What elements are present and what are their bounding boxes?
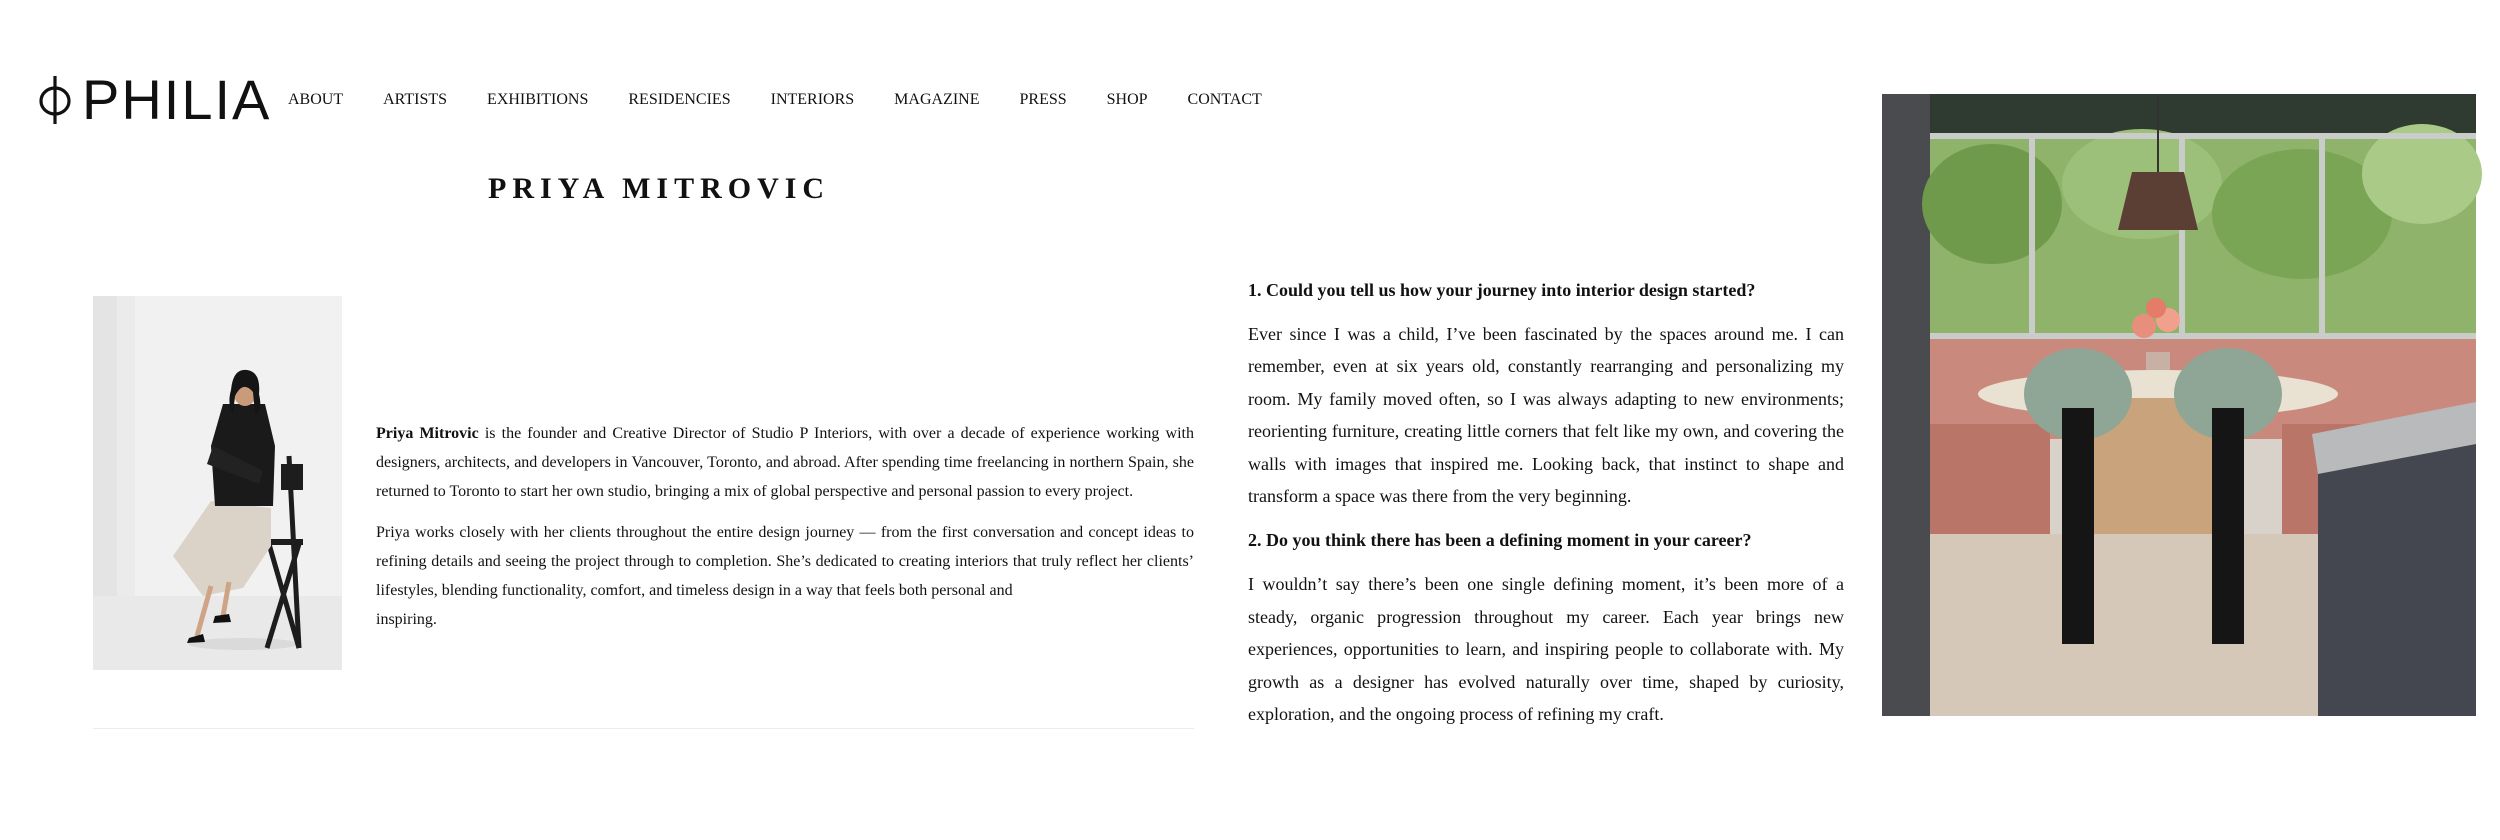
bio-name: Priya Mitrovic [376, 425, 479, 442]
bio-text: is the founder and Creative Director of Studio P Interiors, with over a decade of experience working with designers, architects, and developers in Vancouver, Toronto, and abroad. After spending time freelancing in northern Spain, she returned to Toronto to start her own studio, bringing a mix of global perspective and personal passion to every project. [376, 425, 1194, 500]
bio-text: Priya works closely with her clients throughout the entire design journey — from the first conversation and concept ideas to refining details and seeing the project through to completion. She’s dedicated to creating interiors that truly reflect her clients’ lifestyles, blending functionality, comfort, and timeless design in a way that feels both personal and [376, 524, 1194, 599]
nav-press[interactable]: PRESS [1019, 91, 1067, 108]
portrait-photo [93, 296, 342, 670]
bio-paragraph [376, 518, 1194, 634]
bio-text-end: inspiring. [376, 611, 437, 628]
nav-shop[interactable]: SHOP [1106, 91, 1148, 108]
interior-photo [1882, 94, 2476, 716]
logo-text: PHILIA [82, 68, 272, 131]
nav-residencies[interactable]: RESIDENCIES [628, 91, 731, 108]
bio-section [376, 419, 1194, 634]
answer-1: Ever since I was a child, I’ve been fascinated by the spaces around me. I can remember, even at six years old, constantly rearranging and personalizing my room. My family moved often, so I was always adapting to new environments; reorienting furniture, creating little corners that felt like my own, and covering the walls with images that inspired me. Looking back, that instinct to shape and transform a space was there from the very beginning. [1248, 324, 1844, 507]
answer-2: I wouldn’t say there’s been one single defining moment, it’s been more of a steady, organic progression throughout my career. Each year brings new experiences, opportunities to learn, and inspiring people to collaborate with. My growth as a designer has evolved naturally over time, shaped by curiosity, exploration, and the ongoing process of refining my craft. [1248, 574, 1844, 725]
section-divider [93, 728, 1194, 729]
nav-magazine[interactable]: MAGAZINE [894, 91, 980, 108]
bio-paragraph [376, 419, 1194, 506]
main-nav [288, 88, 1262, 112]
nav-contact[interactable]: CONTACT [1187, 91, 1262, 108]
phi-logo-icon [38, 74, 72, 126]
nav-exhibitions[interactable]: EXHIBITIONS [487, 91, 589, 108]
question-1: 1. Could you tell us how your journey into interior design started? [1248, 280, 1756, 300]
page-title: PRIYA MITROVIC [488, 172, 831, 205]
nav-about[interactable]: ABOUT [288, 91, 344, 108]
nav-artists[interactable]: ARTISTS [383, 91, 448, 108]
nav-interiors[interactable]: INTERIORS [770, 91, 855, 108]
interview-section [1248, 274, 1844, 742]
philia-logo[interactable] [38, 68, 272, 131]
question-2: 2. Do you think there has been a defining moment in your career? [1248, 530, 1752, 551]
